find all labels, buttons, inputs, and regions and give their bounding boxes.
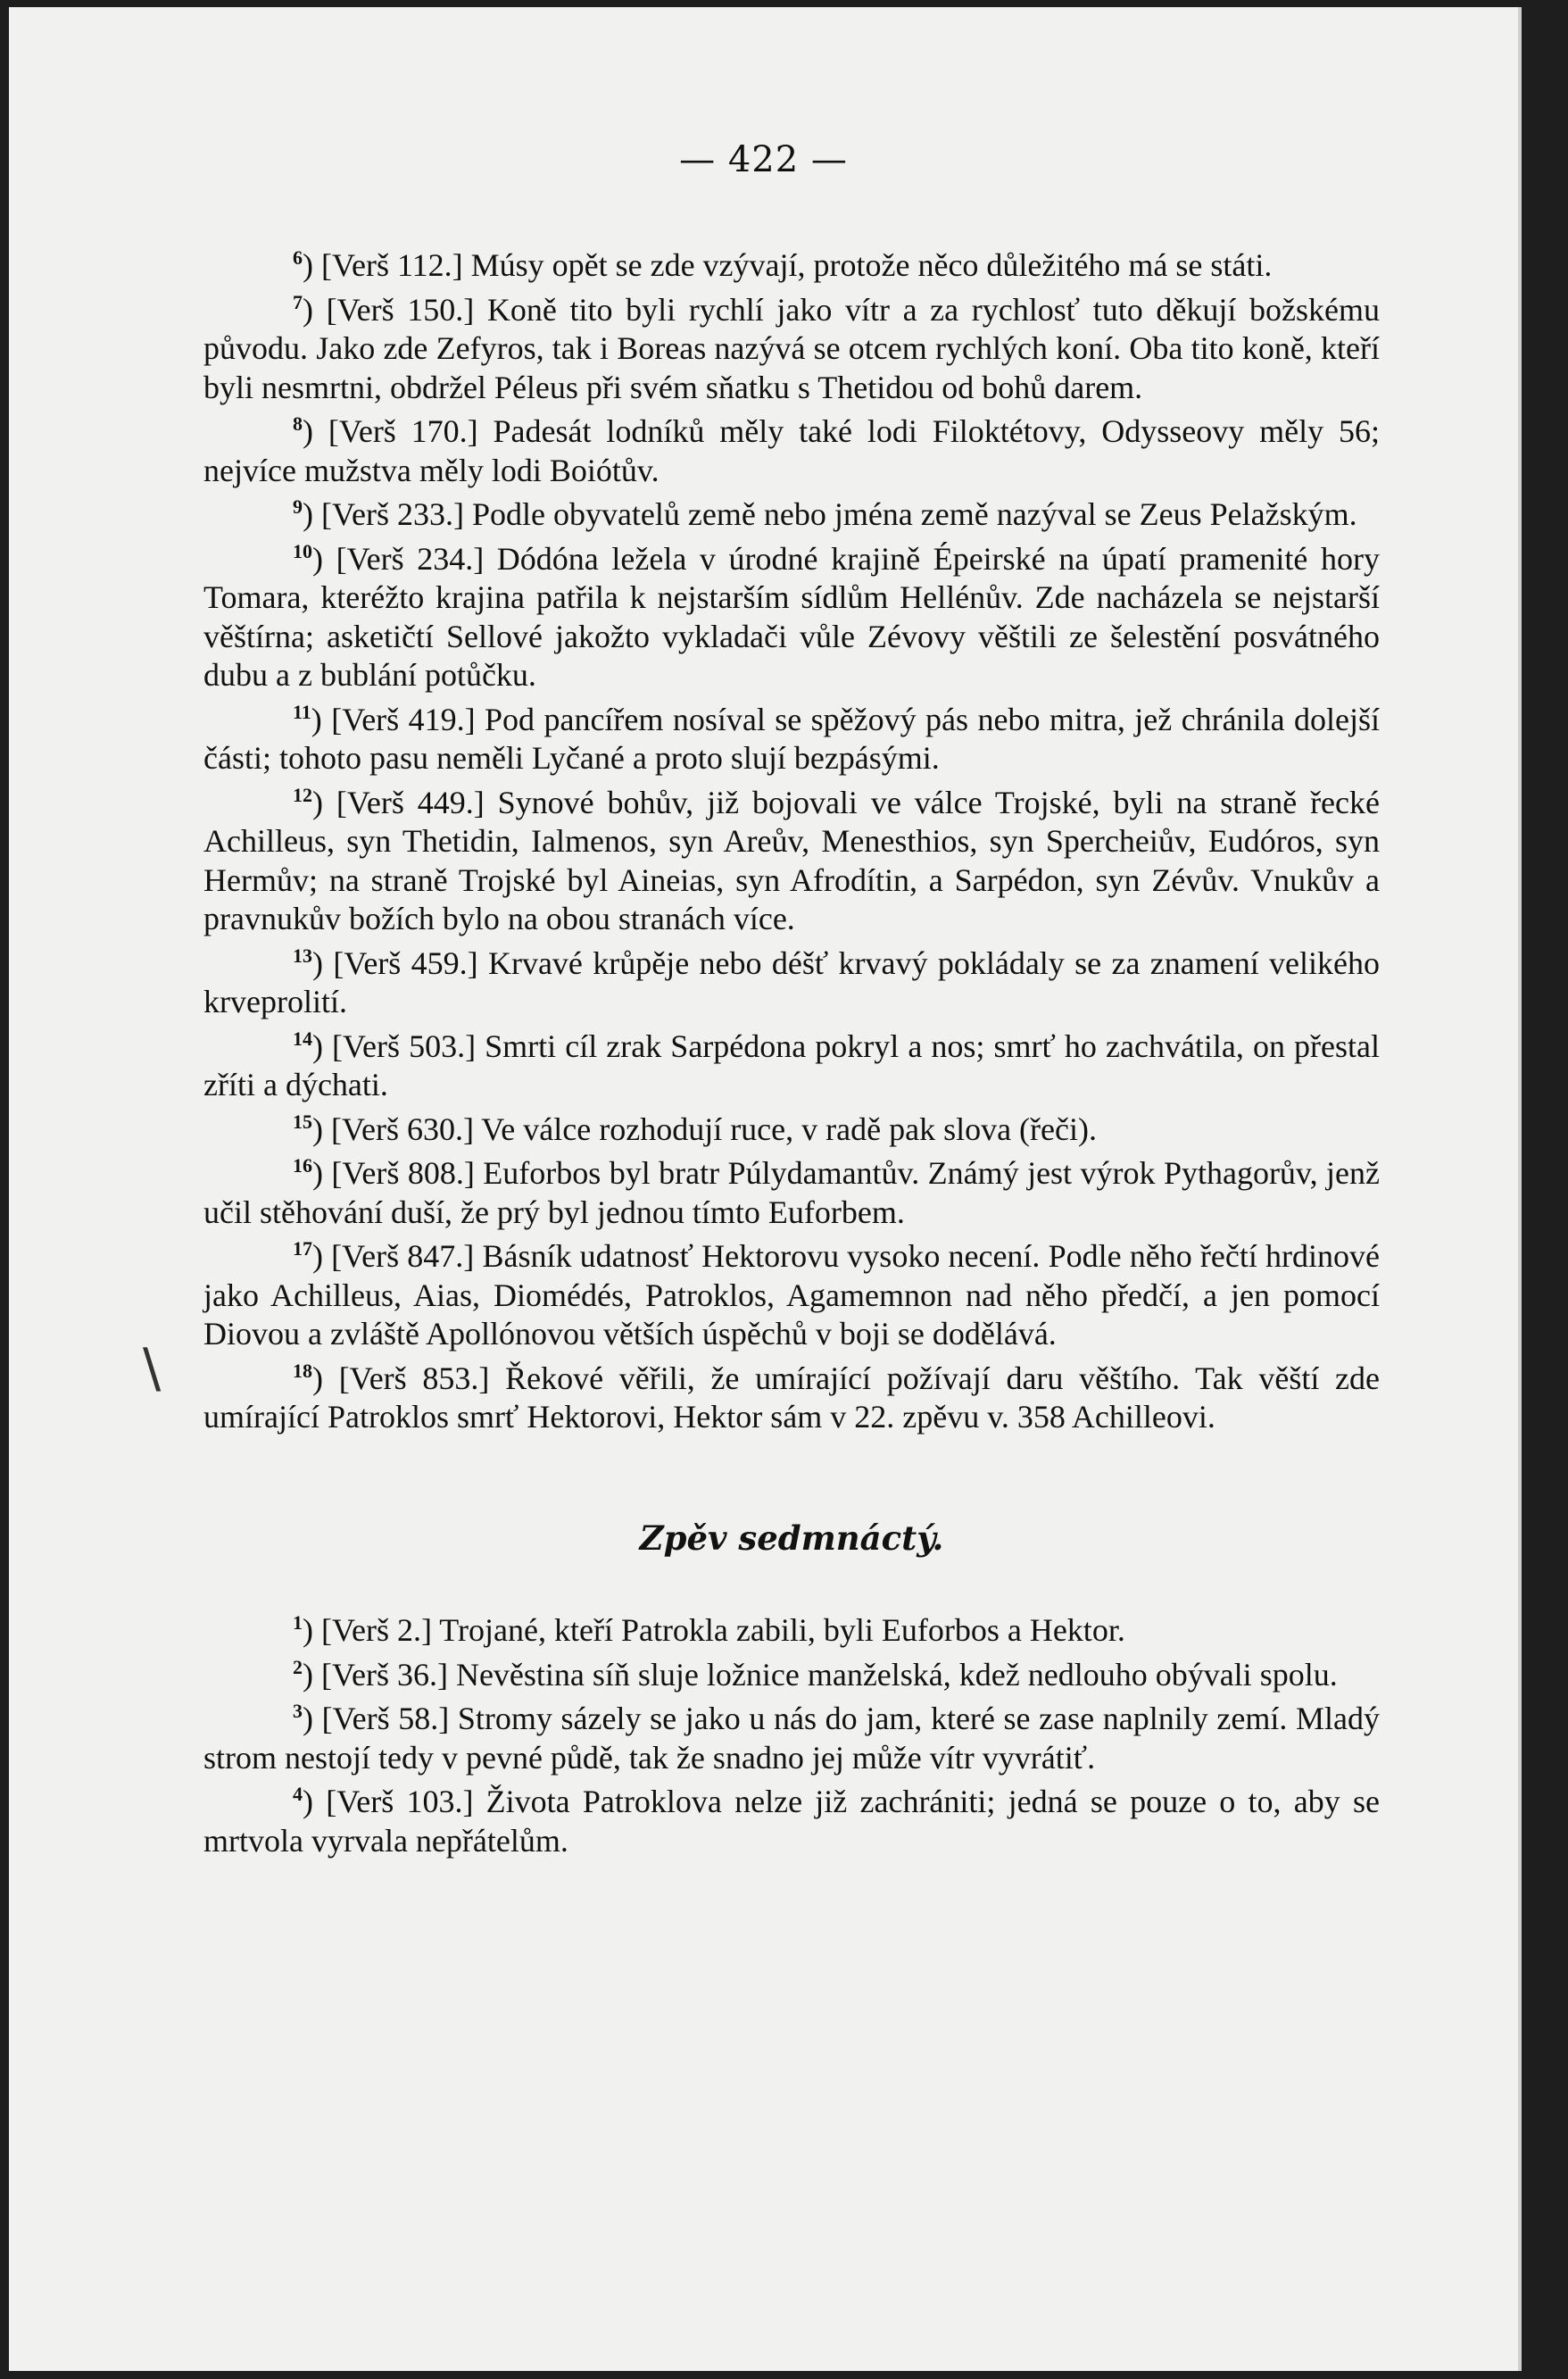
footnote [203, 540, 1380, 695]
footnote [203, 1110, 1380, 1150]
footnote-number: 7 [293, 290, 303, 313]
footnote-number: 14 [293, 1027, 312, 1050]
footnote-text: ) [Verš 58.] Stromy sázely se jako u nás do jam, které se zase naplnily zemí. Mladý strom nestojí tedy v pevné půdě, tak že snadno jej může vítr vyvrátiť. [203, 1701, 1380, 1776]
footnote-text: ) [Verš 234.] Dódóna ležela v úrodné krajině Épeirské na úpatí pramenité hory Tomara, kteréžto krajina patřila k nejstarším sídlům Hellénův. Zde nacházela se nejstarší věštírna; asketičtí Sellové jakožto vykladači vůle Zévovy věštili ze šelestění posvátného dubu a z bublání potůčku. [203, 540, 1380, 693]
footnote-number: 18 [293, 1359, 312, 1382]
footnote-number: 8 [293, 412, 303, 435]
footnote-number: 2 [293, 1655, 303, 1678]
footnote [203, 291, 1380, 408]
footnote [203, 1783, 1380, 1860]
footnote-number: 3 [293, 1700, 303, 1722]
notes-top [203, 246, 1380, 1437]
footnote-text: ) [Verš 112.] Músy opět se zde vzývají, protože něco důležitého má se státi. [303, 247, 1273, 283]
footnote [203, 1611, 1380, 1651]
page-number: — 422 — [679, 139, 848, 180]
book-page [9, 7, 1522, 2371]
footnote-number: 10 [293, 539, 312, 562]
footnote-text: ) [Verš 36.] Nevěstina síň sluje ložnice manželská, kdež nedlouho obývali spolu. [303, 1656, 1338, 1693]
footnote [203, 701, 1380, 778]
footnote-text: ) [Verš 150.] Koně tito byli rychlí jako vítr a za rychlosť tuto děkují božskému původu. Jako zde Zefyros, tak i Boreas nazývá se otcem rychlých koní. Oba tito koně, kteří byli nesmrtni, obdržel Péleus při svém sňatku s Thetidou od bohů darem. [203, 291, 1380, 405]
footnote-number: 11 [293, 700, 311, 723]
footnote-number: 1 [293, 1611, 303, 1634]
footnote-number: 16 [293, 1154, 312, 1177]
footnote [203, 246, 1380, 286]
footnote [203, 1360, 1380, 1437]
footnote-text: ) [Verš 853.] Řekové věřili, že umírající požívají daru věštího. Tak věští zde umírající Patroklos smrť Hektorovi, Hektor sám v 22. zpěvu v. 358 Achilleovi. [203, 1360, 1380, 1435]
footnote-number: 12 [293, 783, 312, 806]
footnote-number: 4 [293, 1783, 303, 1805]
footnote-text: ) [Verš 808.] Euforbos byl bratr Púlydamantův. Známý jest výrok Pythagorův, jenž učil stěhování duší, že prý byl jednou tímto Euforbem. [203, 1155, 1380, 1230]
margin-pencil-mark: \ [143, 1337, 162, 1400]
footnote-text: ) [Verš 170.] Padesát lodníků měly také lodi Filoktétovy, Odysseovy měly 56; nejvíce mužstva měly lodi Boiótův. [203, 413, 1380, 488]
footnote [203, 1700, 1380, 1777]
footnote [203, 1154, 1380, 1232]
footnote-text: ) [Verš 459.] Krvavé krůpěje nebo déšť krvavý pokládaly se za znamení velikého krveprolití. [203, 944, 1380, 1019]
footnote-number: 9 [293, 495, 303, 518]
footnote [203, 784, 1380, 939]
footnote-text: ) [Verš 233.] Podle obyvatelů země nebo jména země nazýval se Zeus Pelažským. [303, 496, 1357, 532]
footnote [203, 412, 1380, 490]
footnote-text: ) [Verš 847.] Básník udatnosť Hektorovu vysoko necení. Podle něho řečtí hrdinové jako Achilleus, Aias, Diomédés, Patroklos, Agamemnon nad něho předčí, a jen pomocí Diovou a zvláště Apollónovou větších úspěchů v boji se dodělává. [203, 1238, 1380, 1352]
footnote-number: 15 [293, 1110, 312, 1133]
footnote-text: ) [Verš 103.] Života Patroklova nelze již zachrániti; jedná se pouze o to, aby se mrtvola vyrvala nepřátelům. [203, 1784, 1380, 1859]
footnote [203, 1027, 1380, 1105]
footnote-text: ) [Verš 449.] Synové bohův, již bojovali ve válce Trojské, byli na straně řecké Achilleus, syn Thetidin, Ialmenos, syn Areův, Menesthios, syn Spercheiův, Eudóros, syn Hermův; na straně Trojské byl Aineias, syn Afrodítin, a Sarpédon, syn Zévův. Vnukův a pravnukův božích bylo na obou stranách více. [203, 784, 1380, 936]
footnote [203, 944, 1380, 1022]
footnote-text: ) [Verš 2.] Trojané, kteří Patrokla zabili, byli Euforbos a Hektor. [303, 1612, 1125, 1648]
footnote-text: ) [Verš 419.] Pod pancířem nosíval se spěžový pás nebo mitra, jež chránila dolejší části; tohoto pasu neměli Lyčané a proto slují bezpásými. [203, 701, 1380, 776]
footnote-number: 17 [293, 1237, 312, 1260]
footnote [203, 1237, 1380, 1354]
notes-bottom [203, 1611, 1380, 1860]
footnote [203, 1656, 1380, 1695]
footnote [203, 495, 1380, 535]
section-heading: Zpěv sedmnáctý. [639, 1518, 944, 1558]
page-text [203, 246, 1380, 1866]
footnote-number: 13 [293, 944, 312, 967]
footnote-text: ) [Verš 503.] Smrti cíl zrak Sarpédona pokryl a nos; smrť ho zachvátila, on přestal zříti a dýchati. [203, 1027, 1380, 1102]
footnote-number: 6 [293, 246, 303, 269]
footnote-text: ) [Verš 630.] Ve válce rozhodují ruce, v radě pak slova (řeči). [312, 1110, 1097, 1147]
